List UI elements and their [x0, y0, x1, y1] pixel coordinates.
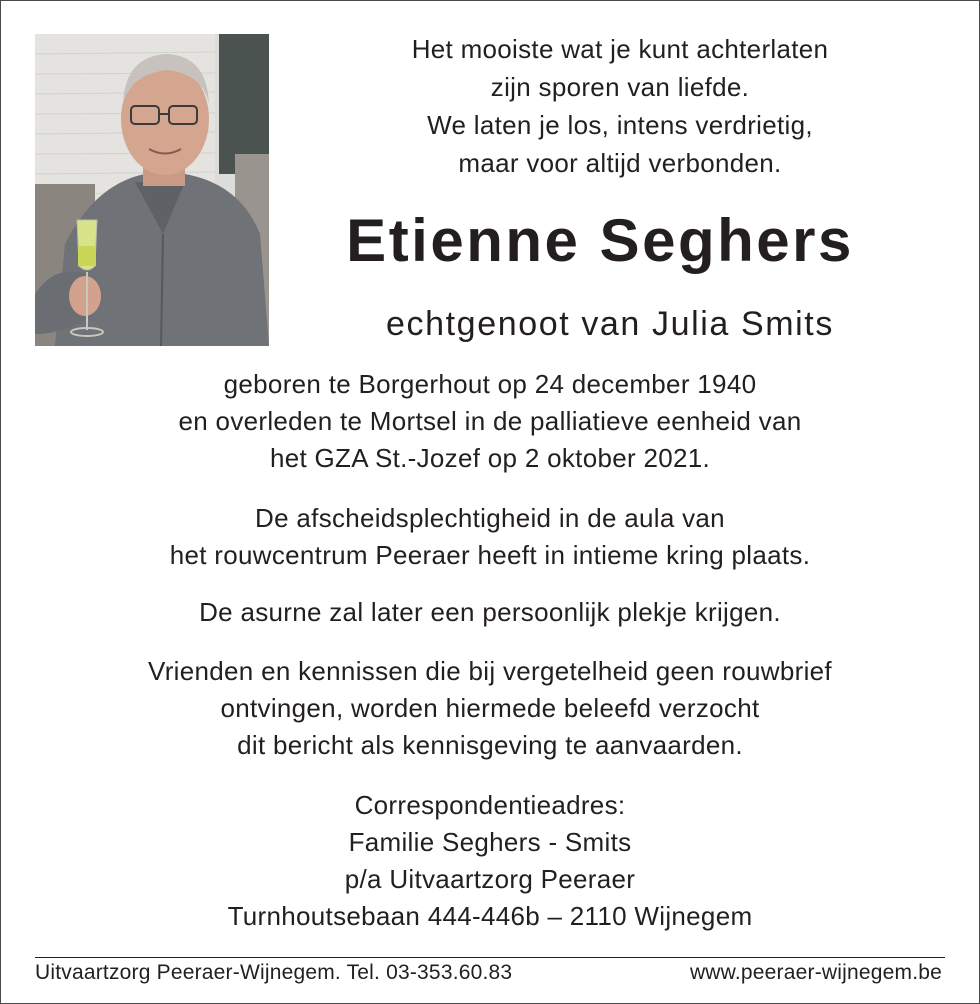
details-line: en overleden te Mortsel in de palliatieve eenheid van: [178, 406, 802, 436]
poem-line: zijn sporen van liefde.: [490, 72, 750, 102]
correspondence-line: Turnhoutsebaan 444-446b – 2110 Wijnegem: [227, 901, 753, 931]
notice-line: ontvingen, worden hiermede beleefd verzocht: [220, 693, 760, 723]
ceremony-line: De afscheidsplechtigheid in de aula van: [255, 503, 725, 533]
ceremony-info: [0, 500, 980, 574]
deceased-name: Etienne Seghers: [346, 207, 854, 274]
footer-website-link[interactable]: www.peeraer-wijnegem.be: [689, 961, 942, 984]
notice-line: dit bericht als kennisgeving te aanvaarden.: [237, 730, 743, 760]
notice-text: [0, 653, 980, 764]
footer-divider: [35, 957, 945, 958]
life-details: [0, 366, 980, 477]
poem-line: maar voor altijd verbonden.: [458, 148, 782, 178]
spouse-line: echtgenoot van Julia Smits: [386, 305, 834, 343]
portrait-photo: [35, 34, 269, 346]
urn-info: [0, 594, 980, 631]
poem: [290, 30, 950, 182]
ceremony-line: het rouwcentrum Peeraer heeft in intieme kring plaats.: [169, 540, 811, 570]
footer-company: Uitvaartzorg Peeraer-Wijnegem. Tel. 03-353.60.83: [35, 961, 513, 984]
urn-line: De asurne zal later een persoonlijk plekje krijgen.: [199, 597, 781, 627]
correspondence-line: Correspondentieadres:: [354, 790, 626, 820]
notice-line: Vrienden en kennissen die bij vergetelheid geen rouwbrief: [148, 656, 832, 686]
correspondence-line: Familie Seghers - Smits: [348, 827, 632, 857]
details-line: geboren te Borgerhout op 24 december 1940: [223, 369, 757, 399]
correspondence-line: p/a Uitvaartzorg Peeraer: [344, 864, 636, 894]
poem-line: We laten je los, intens verdrietig,: [427, 110, 813, 140]
details-line: het GZA St.-Jozef op 2 oktober 2021.: [269, 443, 711, 473]
correspondence-address: [0, 787, 980, 935]
poem-line: Het mooiste wat je kunt achterlaten: [411, 34, 829, 64]
